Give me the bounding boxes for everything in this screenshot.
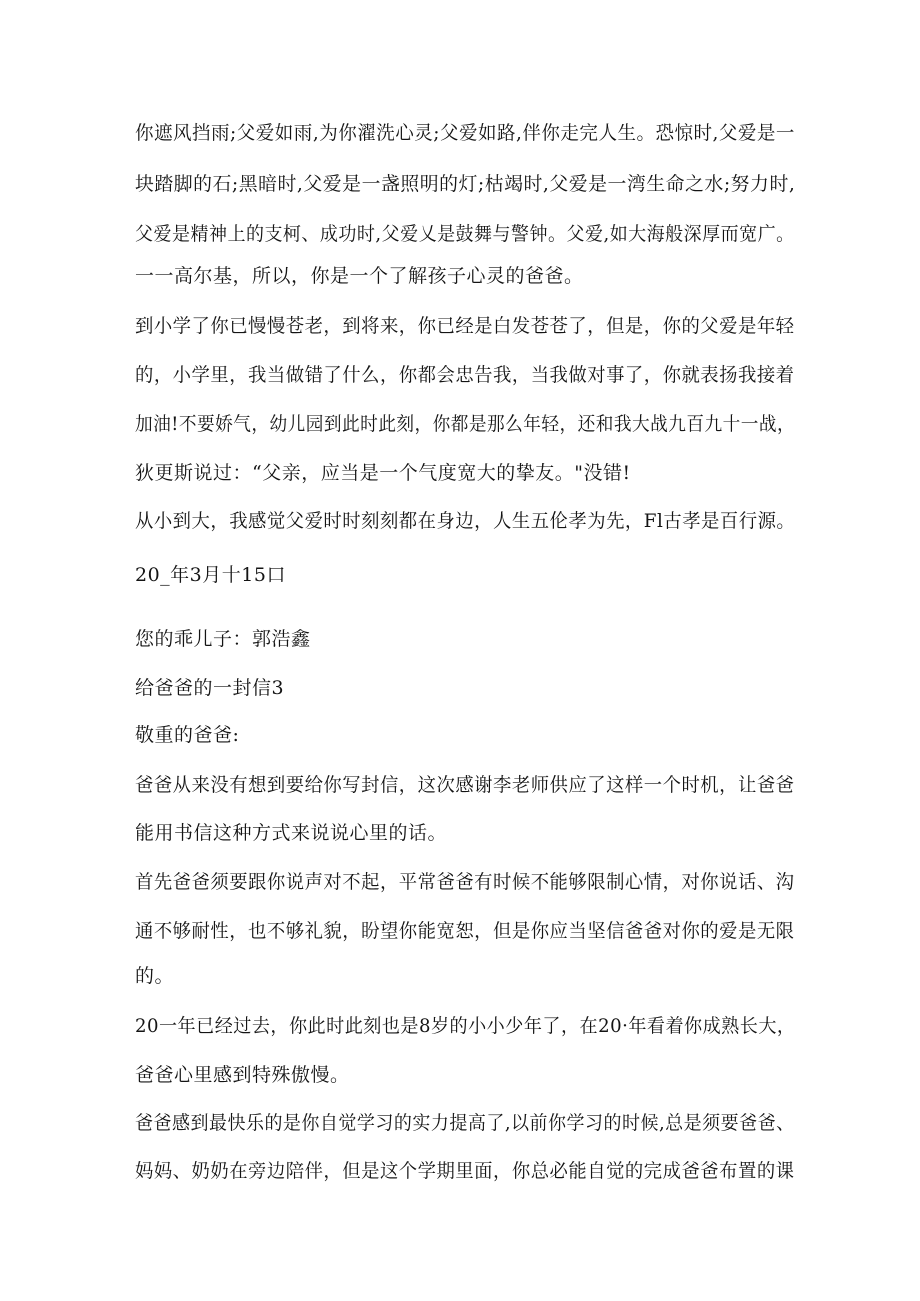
body-text-line: 你遮风挡雨;父爱如雨,为你濯洗心灵;父爱如路,伴你走完人生。恐惊时,父爱是一	[135, 122, 795, 144]
body-text-line: 的。	[135, 965, 175, 987]
signature-line: 您的乖儿子：郭浩鑫	[135, 628, 311, 650]
body-text-line: 能用书信这种方式来说说心里的话。	[135, 822, 448, 844]
body-text-line: 加油!不要娇气，幼儿园到此时此刻，你都是那么年轻，还和我大战九百九十一战，	[135, 413, 796, 435]
body-text-line: 20一年已经过去，你此时此刻也是8岁的小小少年了，在20·年看着你成熟长大，	[135, 1015, 796, 1037]
body-text-line: 一一高尔基，所以，你是一个了解孩子心灵的爸爸。	[135, 265, 584, 287]
body-text-line: 从小到大，我感觉父爱时时刻刻都在身边，人生五伦孝为先，Fl古孝是百行源。	[135, 510, 796, 532]
body-text-line: 首先爸爸须要跟你说声对不起，平常爸爸有时候不能够限制心情，对你说话、沟	[135, 871, 795, 893]
body-text-line: 爸爸感到最快乐的是你自觉学习的实力提高了,以前你学习的时候,总是须要爸爸、	[135, 1112, 795, 1134]
section-heading: 给爸爸的一封信3	[135, 677, 285, 699]
body-text-line: 爸爸从来没有想到要给你写封信，这次感谢李老师供应了这样一个时机，让爸爸	[135, 774, 795, 796]
body-text-line: 的，小学里，我当做错了什么，你都会忠告我，当我做对事了，你就表扬我接着	[135, 364, 795, 386]
body-text-line: 块踏脚的石;黑暗时,父爱是一盏照明的灯;枯竭时,父爱是一湾生命之水;努力时,	[135, 173, 796, 195]
body-text-line: 爸爸心里感到特殊傲慢。	[135, 1064, 350, 1086]
body-text-line: 到小学了你已慢慢苍老，到将来，你已经是白发苍苍了，但是，你的父爱是年轻	[135, 315, 795, 337]
body-text-line: 通不够耐性，也不够礼貌，盼望你能宽恕，但是你应当坚信爸爸对你的爱是无限	[135, 920, 795, 942]
date-line: 20_年3月十15口	[135, 564, 286, 586]
body-text-line: 狄更斯说过：“父亲，应当是一个气度宽大的挚友。"没错!	[135, 462, 631, 484]
salutation-line: 敬重的爸爸:	[135, 724, 240, 746]
body-text-line: 妈妈、奶奶在旁边陪伴，但是这个学期里面，你总必能自觉的完成爸爸布置的课	[135, 1160, 795, 1182]
body-text-line: 父爱是精神上的支柯、成功时,父爱乂是鼓舞与警钟。父爱,如大海般深厚而宽广。	[135, 223, 795, 245]
